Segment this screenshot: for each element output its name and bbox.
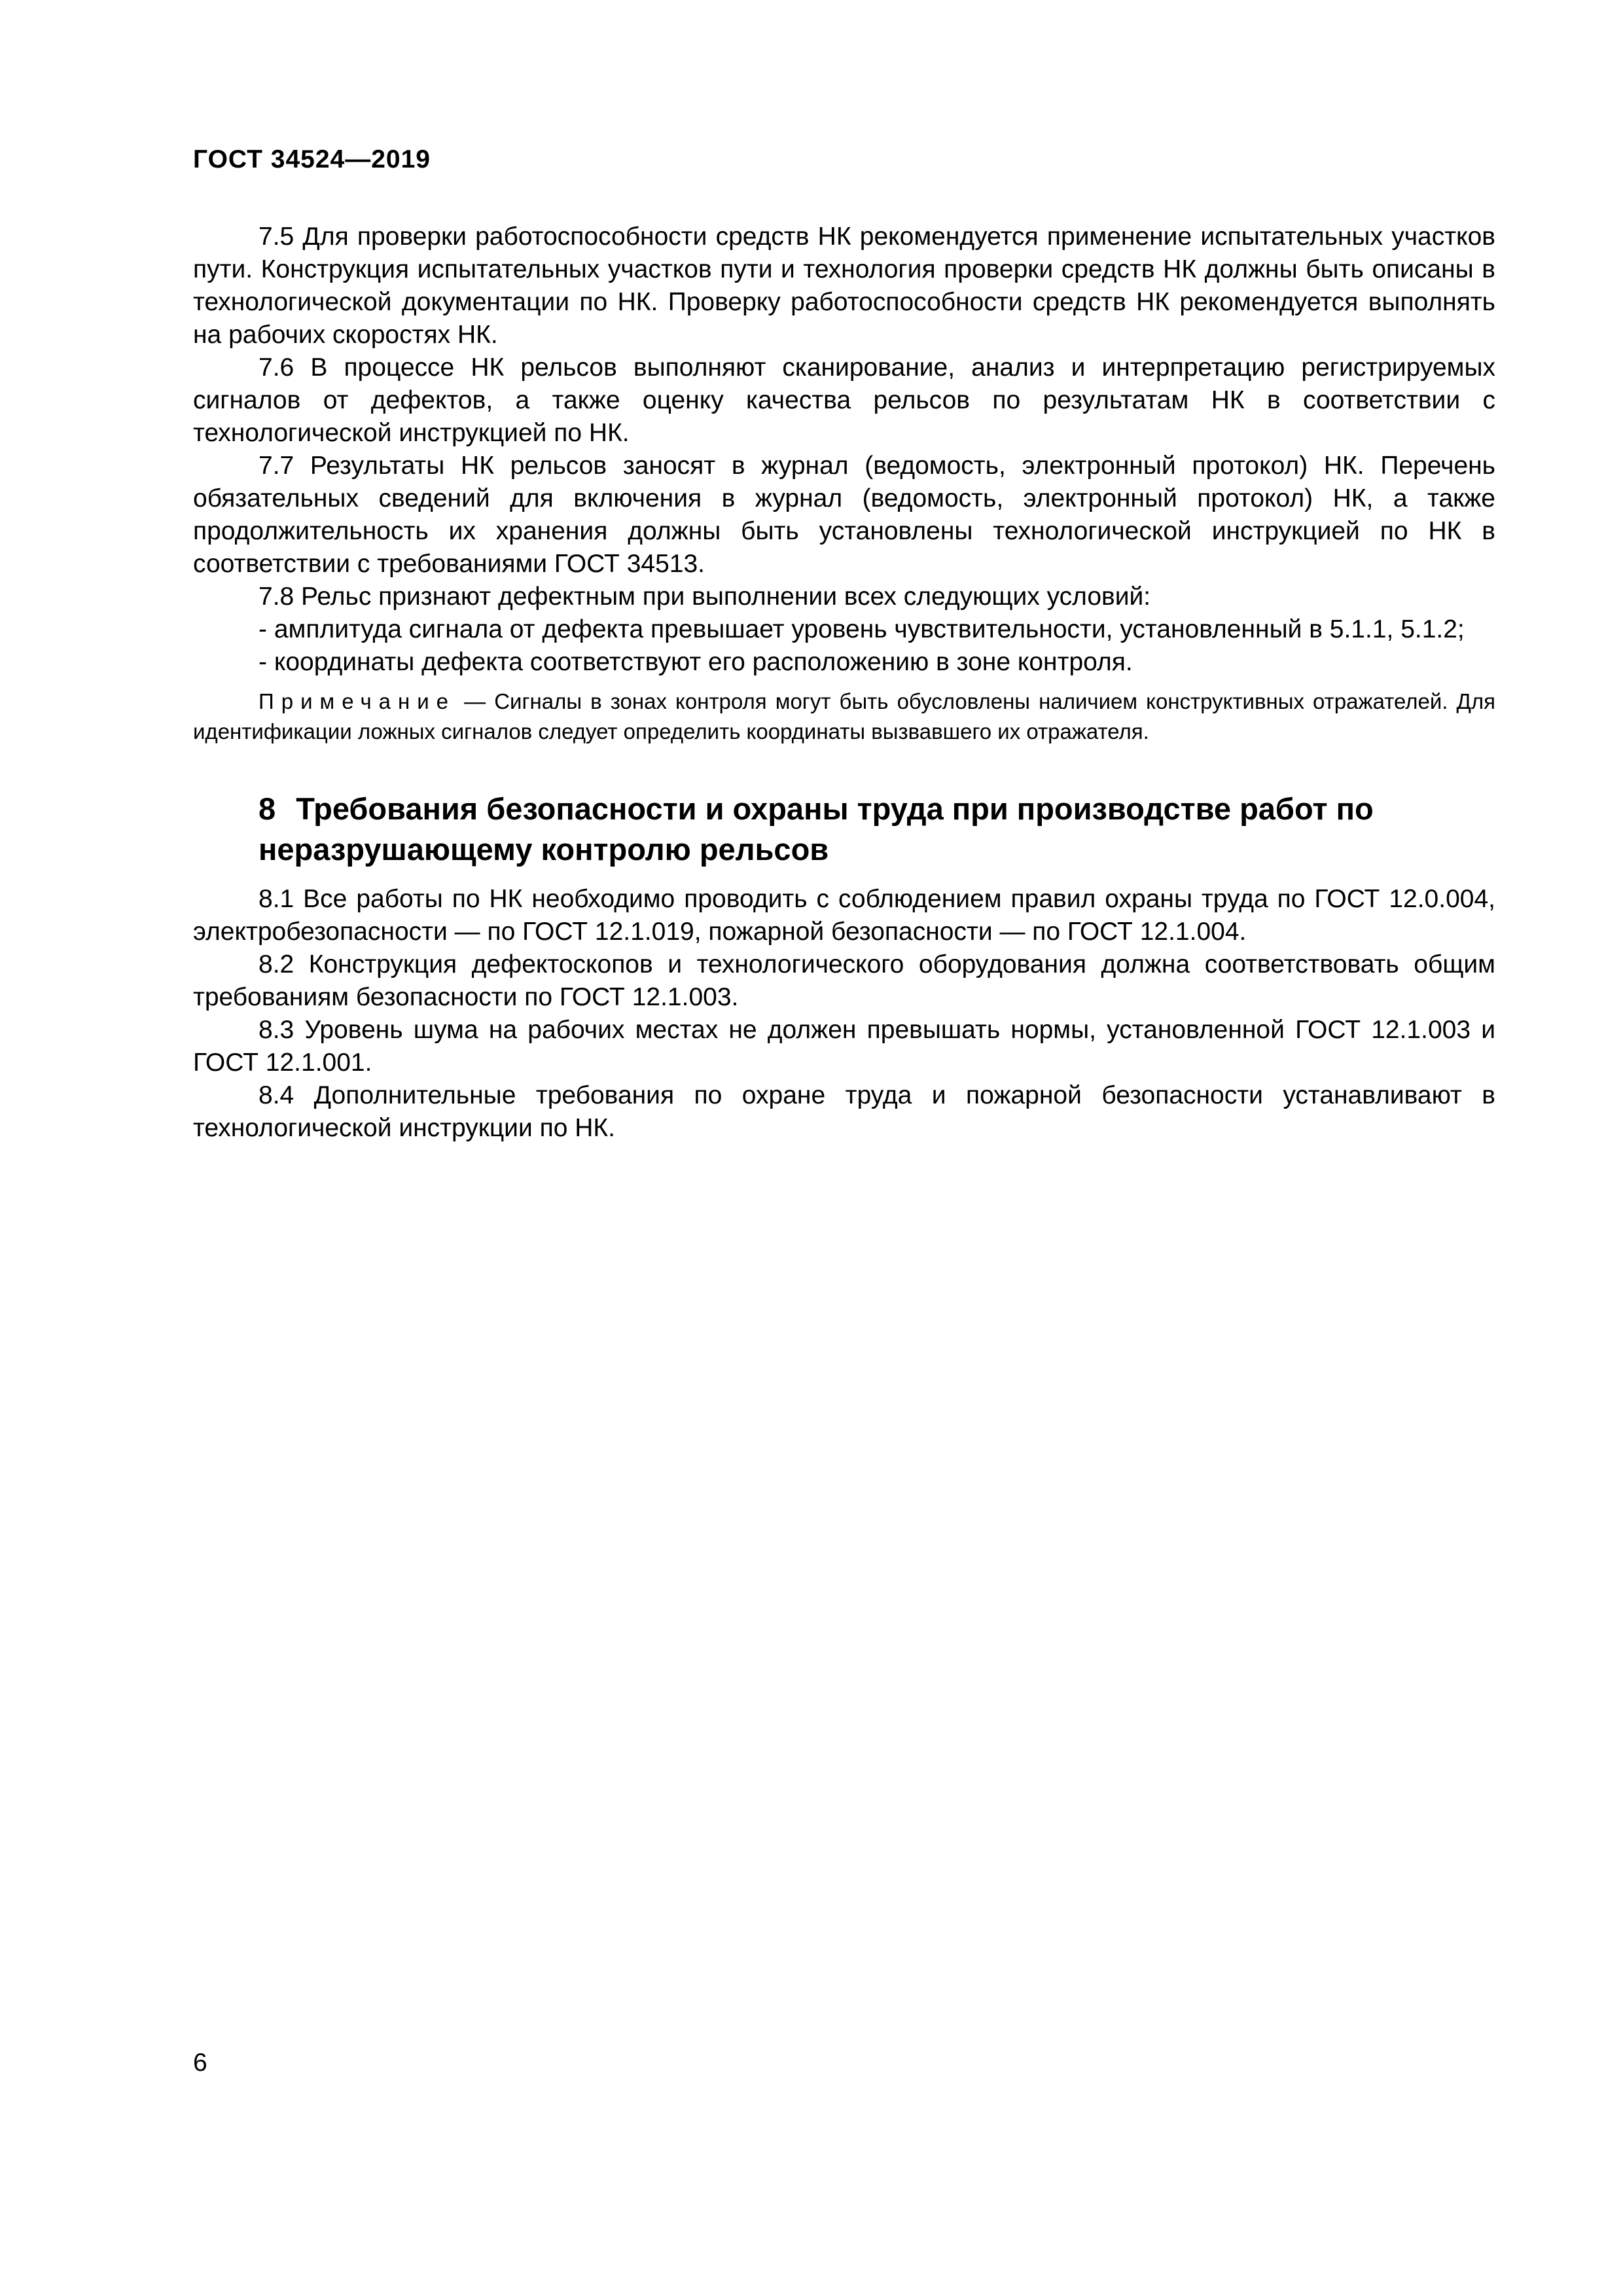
clause-8-4: 8.4 Дополнительные требования по охране труда и пожарной безопасности устанавливают в технологической инструкции по НК. [193, 1081, 1495, 1142]
section-8-body [193, 883, 1495, 1145]
condition-item-2: - координаты дефекта соответствуют его расположению в зоне контроля. [259, 648, 1133, 676]
section-8-heading [259, 789, 1495, 870]
note [193, 687, 1495, 747]
clause-8-1: 8.1 Все работы по НК необходимо проводить с соблюдением правил охраны труда по ГОСТ 12.0.004, электробезопасности — по ГОСТ 12.1.019, пожарной безопасности — по ГОСТ 12.1.004. [193, 885, 1495, 946]
section-title-text: Требования безопасности и охраны труда при производстве работ по неразрушающему контролю рельсов [259, 791, 1374, 867]
clause-8-2: 8.2 Конструкция дефектоскопов и технологического оборудования должна соответствовать общим требованиям безопасности по ГОСТ 12.1.003. [193, 950, 1495, 1011]
page-content [193, 221, 1495, 1145]
document-code-header: ГОСТ 34524—2019 [193, 145, 431, 173]
note-label: Примечание [259, 689, 456, 713]
clause-7-8: 7.8 Рельс признают дефектным при выполнении всех следующих условий: [259, 583, 1151, 611]
clause-7-5: 7.5 Для проверки работоспособности средств НК рекомендуется применение испытательных участков пути. Конструкция испытательных участков пути и технология проверки средств НК должны быть описаны в технологической документации по НК. Проверку работоспособности средств НК рекомендуется выполнять на рабочих скоростях НК. [193, 223, 1495, 349]
clause-7-7: 7.7 Результаты НК рельсов заносят в журнал (ведомость, электронный протокол) НК. Перечень обязательных сведений для включения в журнал (ведомость, электронный протокол) НК, а также продолжительность их хранения должны быть установлены технологической инструкцией по НК в соответствии с требованиями ГОСТ 34513. [193, 452, 1495, 578]
section-number: 8 [259, 791, 276, 826]
condition-item-1: - амплитуда сигнала от дефекта превышает уровень чувствительности, установленный в 5.1.1, 5.1.2; [259, 615, 1465, 643]
page-number: 6 [193, 2049, 207, 2077]
clause-8-3: 8.3 Уровень шума на рабочих местах не должен превышать нормы, установленной ГОСТ 12.1.003 и ГОСТ 12.1.001. [193, 1016, 1495, 1077]
note-text: — Сигналы в зонах контроля могут быть обусловлены наличием конструктивных отражателей. Для идентификации ложных сигналов следует определить координаты вызвавшего их отражателя. [193, 689, 1495, 744]
clause-7-6: 7.6 В процессе НК рельсов выполняют сканирование, анализ и интерпретацию регистрируемых сигналов от дефектов, а также оценку качества рельсов по результатам НК в соответствии с технологической инструкцией по НК. [193, 353, 1495, 447]
